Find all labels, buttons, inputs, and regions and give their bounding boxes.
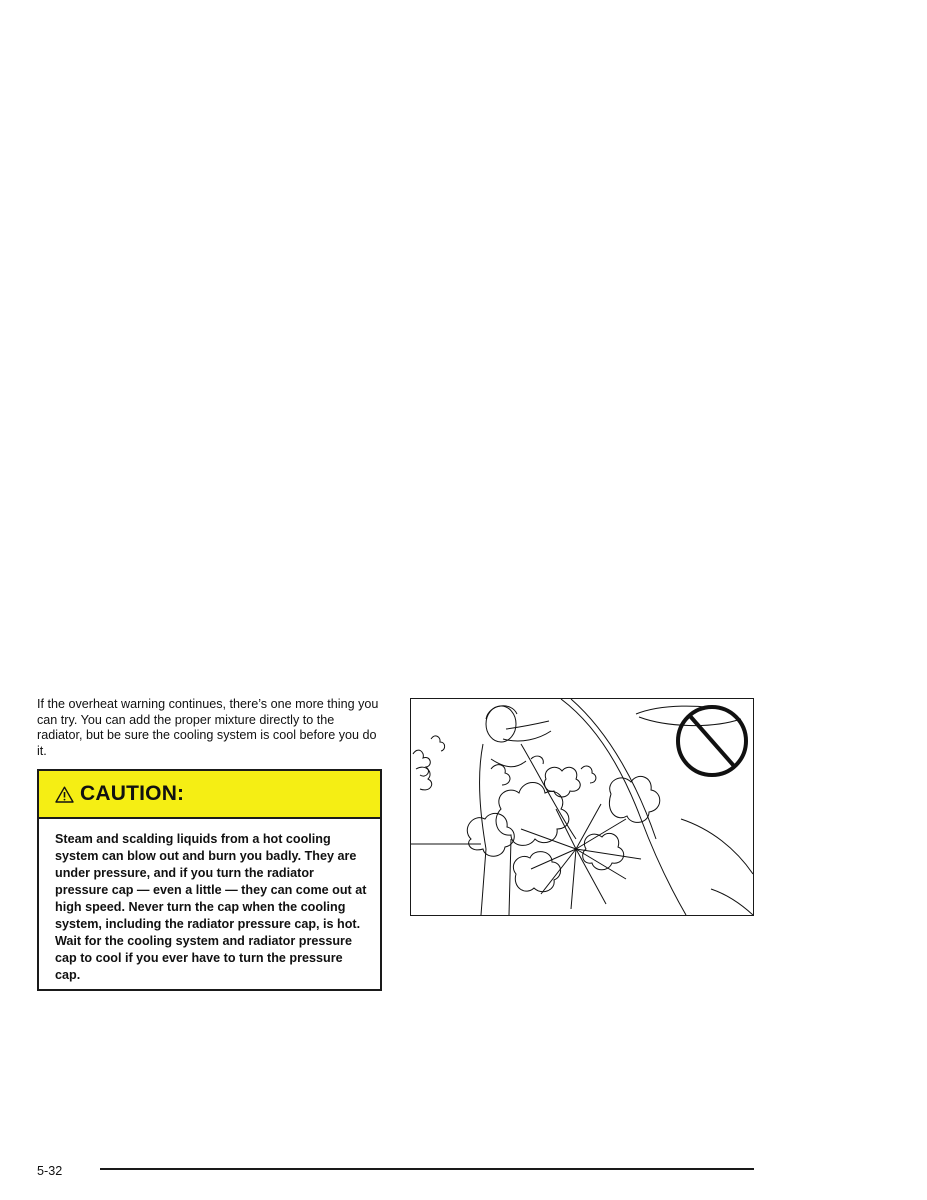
warning-triangle-icon xyxy=(55,786,74,803)
intro-paragraph: If the overheat warning continues, there’s one more thing you can try. You can add the proper mixture directly to the radiator, but be sure the cooling system is cool before you do it. xyxy=(37,697,379,758)
prohibited-icon xyxy=(678,707,746,775)
footer-rule xyxy=(100,1168,754,1170)
caution-body: Steam and scalding liquids from a hot cooling system can blow out and burn you badly. They are under pressure, and if you turn the radiator pressure cap — even a little — they can come out at high speed. Never turn the cap when the cooling system, including the radiator pressure cap, is hot. Wait for the cooling system and radiator pressure cap to cool if you ever have to turn the pressure cap. xyxy=(55,832,367,982)
caution-box xyxy=(37,769,382,991)
caution-header xyxy=(39,771,380,819)
radiator-steam-illustration xyxy=(410,698,754,916)
caution-title: CAUTION: xyxy=(80,782,185,805)
page-number: 5-32 xyxy=(37,1164,63,1178)
